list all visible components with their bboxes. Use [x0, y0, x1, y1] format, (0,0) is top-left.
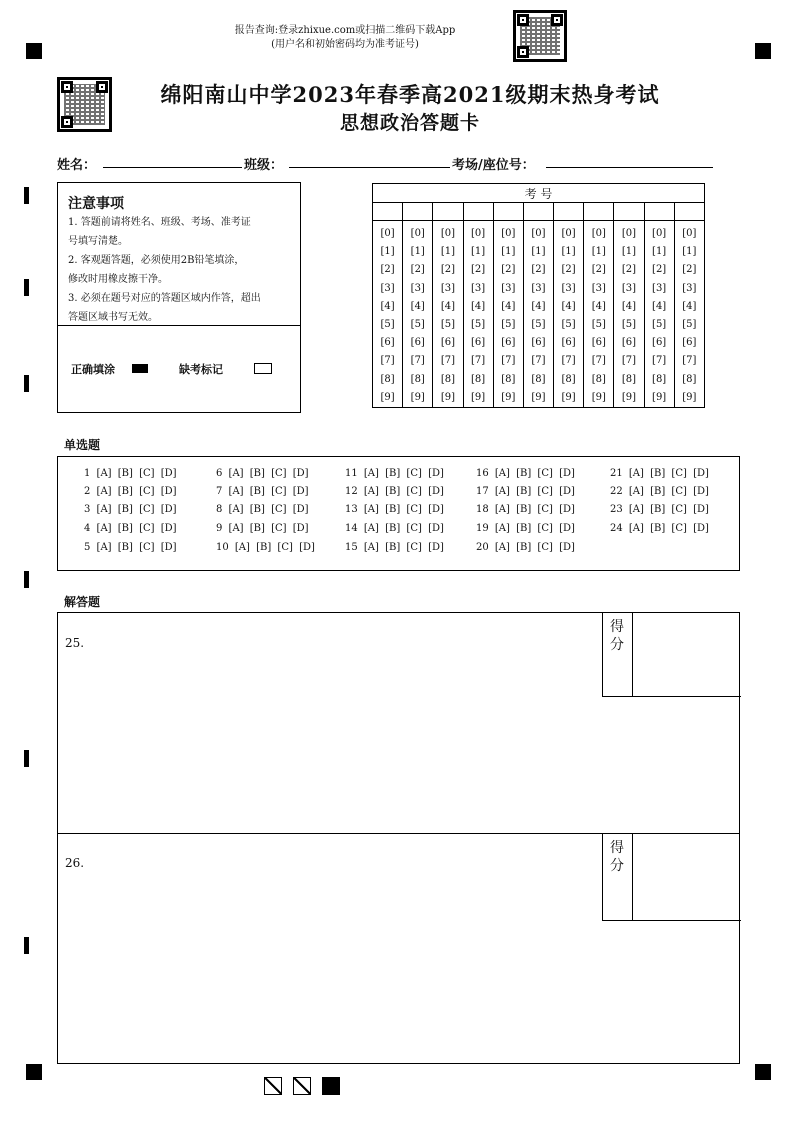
exam-number-bubble[interactable]: [1] — [440, 246, 456, 258]
alignment-marker-bottom-left — [26, 1064, 42, 1080]
exam-number-digit-column — [644, 221, 674, 408]
timing-mark — [24, 279, 29, 296]
exam-number-bubble[interactable]: [5] — [440, 319, 456, 331]
exam-number-bubble[interactable]: [6] — [652, 337, 667, 349]
exam-number-bubble[interactable]: [3] — [380, 282, 395, 294]
exam-number-bubble[interactable]: [5] — [531, 319, 546, 331]
question-25-number: 25. — [65, 636, 85, 650]
exam-number-entry-cell[interactable] — [463, 203, 493, 221]
exam-number-entry-cell[interactable] — [403, 203, 433, 221]
exam-number-digit-column — [433, 221, 463, 408]
exam-number-bubble[interactable]: [4] — [380, 300, 395, 312]
mc-question-5[interactable]: 5 [A] [B] [C] [D] — [84, 542, 177, 553]
exam-number-bubble[interactable]: [7] — [652, 355, 667, 367]
mc-question-16[interactable]: 16 [A] [B] [C] [D] — [476, 468, 575, 479]
exam-number-bubble[interactable]: [0] — [440, 228, 456, 239]
exam-number-entry-cell[interactable] — [433, 203, 463, 221]
exam-number-bubble[interactable]: [7] — [440, 355, 456, 367]
exam-number-bubble[interactable]: [2] — [380, 264, 395, 276]
exam-number-bubble[interactable]: [7] — [410, 355, 425, 367]
answer-area-26[interactable] — [57, 833, 740, 1064]
exam-number-bubble[interactable]: [2] — [471, 264, 486, 276]
mc-question-24[interactable]: 24 [A] [B] [C] [D] — [610, 523, 709, 534]
alignment-marker-top-right — [755, 43, 771, 59]
mc-question-4[interactable]: 4 [A] [B] [C] [D] — [84, 523, 177, 534]
exam-number-bubble[interactable]: [5] — [621, 319, 637, 331]
exam-number-digit-column — [493, 221, 523, 408]
exam-number-bubble[interactable]: [6] — [561, 337, 576, 349]
exam-number-bubble[interactable]: [1] — [652, 246, 667, 258]
mc-question-23[interactable]: 23 [A] [B] [C] [D] — [610, 504, 709, 515]
mc-question-18[interactable]: 18 [A] [B] [C] [D] — [476, 504, 575, 515]
exam-number-bubble[interactable]: [9] — [591, 391, 606, 403]
exam-number-entry-cell[interactable] — [674, 203, 704, 221]
report-query-note — [200, 24, 490, 52]
mc-question-22[interactable]: 22 [A] [B] [C] [D] — [610, 486, 709, 497]
class-label: 班级： — [244, 158, 284, 173]
exam-number-bubble[interactable]: [6] — [501, 337, 516, 349]
exam-number-digit-column — [584, 221, 614, 408]
exam-number-bubble[interactable]: [3] — [652, 282, 667, 294]
mc-question-14[interactable]: 14 [A] [B] [C] [D] — [345, 523, 444, 534]
exam-number-bubble[interactable]: [2] — [561, 264, 576, 276]
mc-question-1[interactable]: 1 [A] [B] [C] [D] — [84, 468, 177, 479]
exam-number-bubble[interactable]: [6] — [531, 337, 546, 349]
exam-number-bubble[interactable]: [4] — [471, 300, 486, 312]
exam-number-bubble[interactable]: [8] — [501, 373, 516, 385]
exam-number-bubble[interactable]: [3] — [440, 282, 456, 294]
exam-number-bubble[interactable]: [6] — [410, 337, 425, 349]
exam-number-bubble[interactable]: [4] — [440, 300, 456, 312]
exam-number-digit-column — [373, 221, 403, 408]
exam-number-bubble[interactable]: [2] — [501, 264, 516, 276]
exam-number-bubble[interactable]: [4] — [682, 300, 697, 312]
notes-line: 3. 必须在题号对应的答题区域内作答，超出 — [68, 293, 261, 304]
answer-section-title: 解答题 — [64, 595, 101, 609]
absent-mark-label: 缺考标记 — [179, 363, 223, 376]
exam-number-bubble[interactable]: [8] — [682, 373, 697, 385]
notes-line: 号填写清楚。 — [68, 236, 128, 247]
exam-number-bubble[interactable]: [9] — [682, 391, 697, 403]
mc-question-13[interactable]: 13 [A] [B] [C] [D] — [345, 504, 444, 515]
exam-number-bubble[interactable]: [4] — [561, 300, 576, 312]
mc-question-8[interactable]: 8 [A] [B] [C] [D] — [216, 504, 309, 515]
report-query-line2: (用户名和初始密码均为准考证号) — [271, 39, 419, 50]
exam-number-bubble[interactable]: [9] — [380, 391, 395, 403]
exam-number-bubble[interactable]: [3] — [531, 282, 546, 294]
exam-number-entry-cell[interactable] — [523, 203, 553, 221]
exam-number-bubble[interactable]: [9] — [440, 391, 456, 403]
exam-number-bubble[interactable]: [1] — [682, 246, 697, 258]
exam-number-header: 考 号 — [373, 184, 705, 203]
exam-number-bubble[interactable]: [2] — [652, 264, 667, 276]
exam-number-digit-column — [614, 221, 644, 408]
exam-number-bubble[interactable]: [8] — [440, 373, 456, 385]
qr-code-icon — [57, 77, 112, 132]
exam-number-bubble[interactable]: [6] — [682, 337, 697, 349]
exam-number-bubble[interactable]: [6] — [380, 337, 395, 349]
exam-number-bubble[interactable]: [1] — [591, 246, 606, 258]
mc-question-3[interactable]: 3 [A] [B] [C] [D] — [84, 504, 177, 515]
mc-question-10[interactable]: 10 [A] [B] [C] [D] — [216, 542, 315, 553]
exam-number-bubble[interactable]: [4] — [621, 300, 637, 312]
exam-number-bubble[interactable]: [8] — [621, 373, 637, 385]
exam-number-bubble[interactable]: [1] — [471, 246, 486, 258]
exam-number-bubble[interactable]: [1] — [501, 246, 516, 258]
exam-number-bubble[interactable]: [3] — [561, 282, 576, 294]
mc-question-6[interactable]: 6 [A] [B] [C] [D] — [216, 468, 309, 479]
exam-number-bubble[interactable]: [9] — [531, 391, 546, 403]
exam-number-digit-column — [463, 221, 493, 408]
mc-question-11[interactable]: 11 [A] [B] [C] [D] — [345, 468, 444, 479]
exam-number-bubble[interactable]: [0] — [410, 228, 425, 239]
mc-question-20[interactable]: 20 [A] [B] [C] [D] — [476, 542, 575, 553]
mc-section-title: 单选题 — [64, 438, 101, 452]
exam-number-bubble[interactable]: [7] — [621, 355, 637, 367]
exam-number-bubble[interactable]: [3] — [471, 282, 486, 294]
exam-number-bubble[interactable]: [9] — [471, 391, 486, 403]
exam-number-bubble[interactable]: [8] — [561, 373, 576, 385]
exam-number-entry-cell[interactable] — [614, 203, 644, 221]
exam-number-bubble[interactable]: [6] — [440, 337, 456, 349]
score-label: 得分 — [610, 619, 624, 653]
page-mark-slash-icon — [264, 1077, 282, 1095]
exam-number-bubble[interactable]: [4] — [531, 300, 546, 312]
exam-number-entry-cell[interactable] — [554, 203, 584, 221]
exam-number-bubble[interactable]: [0] — [682, 228, 697, 239]
exam-number-bubble[interactable]: [5] — [501, 319, 516, 331]
correct-fill-label: 正确填涂 — [71, 363, 115, 376]
report-query-line1: 报告查询:登录zhixue.com或扫描二维码下载App — [234, 25, 456, 36]
exam-number-bubble[interactable]: [2] — [410, 264, 425, 276]
exam-number-bubble[interactable]: [3] — [410, 282, 425, 294]
exam-number-bubble[interactable]: [2] — [531, 264, 546, 276]
exam-subtitle: 思想政治答题卡 — [339, 112, 480, 134]
exam-number-bubble[interactable]: [3] — [682, 282, 697, 294]
exam-number-bubble[interactable]: [0] — [561, 228, 576, 239]
mc-answer-area — [57, 456, 740, 571]
exam-number-bubble[interactable]: [7] — [561, 355, 576, 367]
exam-number-grid — [372, 183, 705, 408]
notes-line: 2. 客观题答题，必须使用2B铅笔填涂， — [68, 255, 245, 266]
score-input-25[interactable] — [632, 612, 741, 696]
name-field[interactable] — [103, 167, 242, 168]
mc-question-9[interactable]: 9 [A] [B] [C] [D] — [216, 523, 309, 534]
exam-number-digit-column — [554, 221, 584, 408]
exam-number-entry-cell[interactable] — [644, 203, 674, 221]
exam-number-bubble[interactable]: [0] — [591, 228, 606, 239]
exam-number-bubble[interactable]: [5] — [591, 319, 606, 331]
alignment-marker-bottom-right — [755, 1064, 771, 1080]
notes-title: 注意事项 — [68, 196, 124, 212]
exam-number-bubble[interactable]: [2] — [682, 264, 697, 276]
exam-number-bubble[interactable]: [8] — [380, 373, 395, 385]
score-input-26[interactable] — [632, 833, 741, 920]
exam-number-bubble[interactable]: [7] — [471, 355, 486, 367]
exam-number-bubble[interactable]: [1] — [410, 246, 425, 258]
exam-number-bubble[interactable]: [7] — [682, 355, 697, 367]
exam-number-entry-cell[interactable] — [373, 203, 403, 221]
exam-number-bubble[interactable]: [0] — [531, 228, 546, 239]
qr-code-icon — [513, 10, 567, 62]
exam-number-bubble[interactable]: [4] — [410, 300, 425, 312]
timing-mark — [24, 571, 29, 588]
exam-number-bubble[interactable]: [0] — [471, 228, 486, 239]
exam-number-digit-column — [674, 221, 704, 408]
exam-number-bubble[interactable]: [3] — [621, 282, 637, 294]
exam-number-bubble[interactable]: [0] — [652, 228, 667, 239]
seat-field[interactable] — [546, 167, 713, 168]
timing-mark — [24, 937, 29, 954]
exam-number-bubble[interactable]: [3] — [501, 282, 516, 294]
exam-number-bubble[interactable]: [9] — [501, 391, 516, 403]
exam-number-bubble[interactable]: [9] — [410, 391, 425, 403]
class-field[interactable] — [289, 167, 450, 168]
alignment-marker-top-left — [26, 43, 42, 59]
mc-question-7[interactable]: 7 [A] [B] [C] [D] — [216, 486, 309, 497]
timing-mark — [24, 750, 29, 767]
mc-question-17[interactable]: 17 [A] [B] [C] [D] — [476, 486, 575, 497]
exam-number-bubble[interactable]: [2] — [621, 264, 637, 276]
exam-number-bubble[interactable]: [8] — [531, 373, 546, 385]
exam-number-bubble[interactable]: [6] — [471, 337, 486, 349]
notes-line: 1. 答题前请将姓名、班级、考场、准考证 — [68, 217, 251, 228]
exam-number-bubble[interactable]: [5] — [682, 319, 697, 331]
timing-mark — [24, 375, 29, 392]
exam-number-digit-column — [403, 221, 433, 408]
exam-number-bubble[interactable]: [7] — [531, 355, 546, 367]
exam-number-bubble[interactable]: [0] — [380, 228, 395, 239]
exam-number-bubble[interactable]: [4] — [652, 300, 667, 312]
exam-number-bubble[interactable]: [2] — [591, 264, 606, 276]
exam-number-bubble[interactable]: [7] — [591, 355, 606, 367]
exam-number-bubble[interactable]: [0] — [501, 228, 516, 239]
page-mark-filled-icon — [322, 1077, 340, 1095]
mc-question-15[interactable]: 15 [A] [B] [C] [D] — [345, 542, 444, 553]
exam-number-bubble[interactable]: [5] — [410, 319, 425, 331]
correct-fill-sample — [132, 364, 148, 373]
mc-question-12[interactable]: 12 [A] [B] [C] [D] — [345, 486, 444, 497]
exam-number-bubble[interactable]: [5] — [471, 319, 486, 331]
exam-number-bubble[interactable]: [5] — [380, 319, 395, 331]
mc-question-21[interactable]: 21 [A] [B] [C] [D] — [610, 468, 709, 479]
exam-number-bubble[interactable]: [6] — [621, 337, 637, 349]
exam-number-bubble[interactable]: [0] — [621, 228, 637, 239]
exam-number-bubble[interactable]: [8] — [471, 373, 486, 385]
score-box-26 — [602, 833, 741, 921]
exam-number-bubble[interactable]: [4] — [501, 300, 516, 312]
exam-number-bubble[interactable]: [3] — [591, 282, 606, 294]
exam-number-bubble[interactable]: [8] — [410, 373, 425, 385]
exam-number-bubble[interactable]: [8] — [591, 373, 606, 385]
exam-number-bubble[interactable]: [1] — [621, 246, 637, 258]
answer-area-25[interactable] — [57, 612, 740, 834]
absent-mark-checkbox[interactable] — [254, 363, 272, 374]
exam-number-bubble[interactable]: [1] — [380, 246, 395, 258]
exam-title: 绵阳南山中学2023年春季高2021级期末热身考试 — [160, 82, 660, 107]
mc-question-2[interactable]: 2 [A] [B] [C] [D] — [84, 486, 177, 497]
exam-number-entry-cell[interactable] — [584, 203, 614, 221]
exam-number-bubble[interactable]: [7] — [380, 355, 395, 367]
exam-number-bubble[interactable]: [9] — [621, 391, 637, 403]
notes-box — [57, 182, 301, 413]
score-box-25 — [602, 612, 741, 697]
exam-number-bubble[interactable]: [1] — [561, 246, 576, 258]
exam-number-bubble[interactable]: [6] — [591, 337, 606, 349]
exam-number-bubble[interactable]: [5] — [561, 319, 576, 331]
question-26-number: 26. — [65, 856, 85, 870]
page-mark-slash-icon — [293, 1077, 311, 1095]
exam-number-bubble[interactable]: [4] — [591, 300, 606, 312]
exam-number-bubble[interactable]: [8] — [652, 373, 667, 385]
score-label: 得分 — [610, 840, 624, 874]
timing-mark — [24, 187, 29, 204]
name-label: 姓名： — [57, 158, 97, 173]
notes-divider — [58, 325, 300, 326]
exam-number-bubble[interactable]: [9] — [561, 391, 576, 403]
exam-number-digit-column — [523, 221, 553, 408]
exam-number-bubble[interactable]: [5] — [652, 319, 667, 331]
mc-question-19[interactable]: 19 [A] [B] [C] [D] — [476, 523, 575, 534]
exam-number-bubble[interactable]: [9] — [652, 391, 667, 403]
notes-line: 答题区域书写无效。 — [68, 312, 158, 323]
exam-number-entry-cell[interactable] — [493, 203, 523, 221]
exam-number-bubble[interactable]: [1] — [531, 246, 546, 258]
seat-label: 考场/座位号： — [452, 158, 535, 173]
exam-number-bubble[interactable]: [7] — [501, 355, 516, 367]
exam-number-bubble[interactable]: [2] — [440, 264, 456, 276]
notes-line: 修改时用橡皮擦干净。 — [68, 274, 168, 285]
